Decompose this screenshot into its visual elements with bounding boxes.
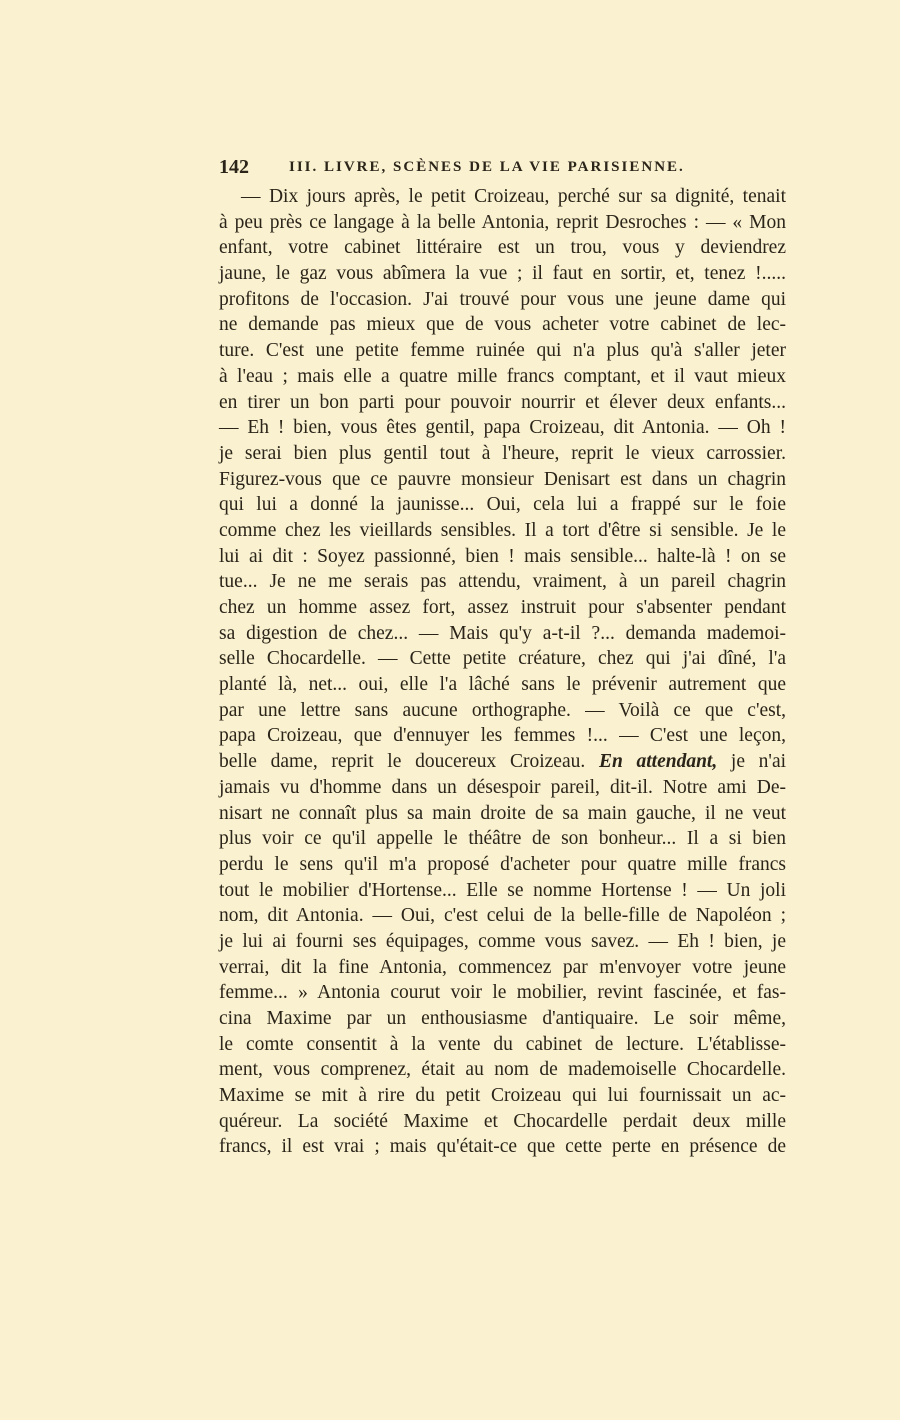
text-line: à peu près ce langage à la belle Antonia, reprit Desroches : — « Mon: [219, 211, 786, 233]
text-line: quéreur. La société Maxime et Chocardelle perdait deux mille: [219, 1110, 786, 1132]
text-line: Figurez-vous que ce pauvre monsieur Denisart est dans un chagrin: [219, 468, 786, 490]
text-line: nom, dit Antonia. — Oui, c'est celui de la belle-fille de Napoléon ;: [219, 905, 786, 927]
text-line-with-italic: [219, 749, 786, 775]
text-line: — Dix jours après, le petit Croizeau, perché sur sa dignité, tenait: [241, 186, 786, 207]
text-line: selle Chocardelle. — Cette petite créature, chez qui j'ai dîné, l'a: [219, 648, 786, 670]
text-line: sa digestion de chez... — Mais qu'y a-t-il ?... demanda mademoi-: [219, 622, 786, 644]
text-line: lui ai dit : Soyez passionné, bien ! mais sensible... halte-là ! on se: [219, 545, 786, 567]
text-line: ture. C'est une petite femme ruinée qui n'a plus qu'à s'aller jeter: [219, 340, 786, 362]
text-line: cina Maxime par un enthousiasme d'antiquaire. Le soir même,: [219, 1008, 786, 1029]
italic-phrase: En attendant,: [598, 751, 718, 773]
text-line: jaune, le gaz vous abîmera la vue ; il faut en sortir, et, tenez !.....: [219, 263, 786, 285]
text-line: le comte consentit à la vente du cabinet de lecture. L'établisse-: [219, 1033, 786, 1055]
text-line: qui lui a donné la jaunisse... Oui, cela lui a frappé sur le foie: [219, 494, 786, 516]
text-line: plus voir ce qu'il appelle le théâtre de son bonheur... Il a si bien: [219, 828, 786, 850]
text-line: jamais vu d'homme dans un désespoir pareil, dit-il. Notre ami De-: [219, 776, 786, 798]
text-line: je lui ai fourni ses équipages, comme vous savez. — Eh ! bien, je: [219, 930, 786, 952]
text-line: — Eh ! bien, vous êtes gentil, papa Croizeau, dit Antonia. — Oh !: [219, 417, 786, 439]
page-header: [219, 156, 716, 184]
text-line: perdu le sens qu'il m'a proposé d'acheter pour quatre mille francs: [219, 853, 786, 875]
text-line: femme... » Antonia courut voir le mobilier, revint fascinée, et fas-: [219, 982, 786, 1004]
text-line: enfant, votre cabinet littéraire est un trou, vous y deviendrez: [219, 237, 786, 259]
text-line: chez un homme assez fort, assez instruit pour s'absenter pendant: [219, 597, 786, 618]
text-line: francs, il est vrai ; mais qu'était-ce que cette perte en présence de: [219, 1136, 786, 1158]
text-line: verrai, dit la fine Antonia, commencez par m'envoyer votre jeune: [219, 956, 786, 978]
text-line: en tirer un bon parti pour pouvoir nourrir et élever deux enfants...: [219, 391, 786, 413]
text-line: comme chez les vieillards sensibles. Il a tort d'être si sensible. Je le: [219, 519, 786, 541]
text-line: tout le mobilier d'Hortense... Elle se nomme Hortense ! — Un joli: [219, 879, 786, 901]
text-line: par une lettre sans aucune orthographe. — Voilà ce que c'est,: [219, 699, 786, 721]
body-text: [219, 184, 786, 1160]
text-line: profitons de l'occasion. J'ai trouvé pour vous une jeune dame qui: [219, 288, 786, 310]
text-line: je serai bien plus gentil tout à l'heure, reprit le vieux carrossier.: [219, 442, 786, 464]
text-line: Maxime se mit à rire du petit Croizeau qui lui fournissait un ac-: [219, 1085, 786, 1107]
text-line: ne demande pas mieux que de vous acheter votre cabinet de lec-: [219, 314, 786, 336]
text-line: tue... Je ne me serais pas attendu, vraiment, à un pareil chagrin: [219, 571, 786, 593]
running-title: III. LIVRE, SCÈNES DE LA VIE PARISIENNE.: [289, 159, 685, 175]
text-line: à l'eau ; mais elle a quatre mille francs comptant, et il vaut mieux: [219, 365, 786, 387]
line-start: belle dame, reprit le doucereux Croizeau.: [219, 751, 586, 773]
text-line: nisart ne connaît plus sa main droite de sa main gauche, il ne veut: [219, 802, 786, 824]
page-number: 142: [219, 156, 249, 178]
text-line: planté là, net... oui, elle l'a lâché sans le prévenir autrement que: [219, 674, 786, 696]
text-line: papa Croizeau, que d'ennuyer les femmes !... — C'est une leçon,: [219, 725, 786, 747]
line-end: je n'ai: [730, 751, 787, 773]
text-line: ment, vous comprenez, était au nom de mademoiselle Chocardelle.: [219, 1059, 786, 1081]
